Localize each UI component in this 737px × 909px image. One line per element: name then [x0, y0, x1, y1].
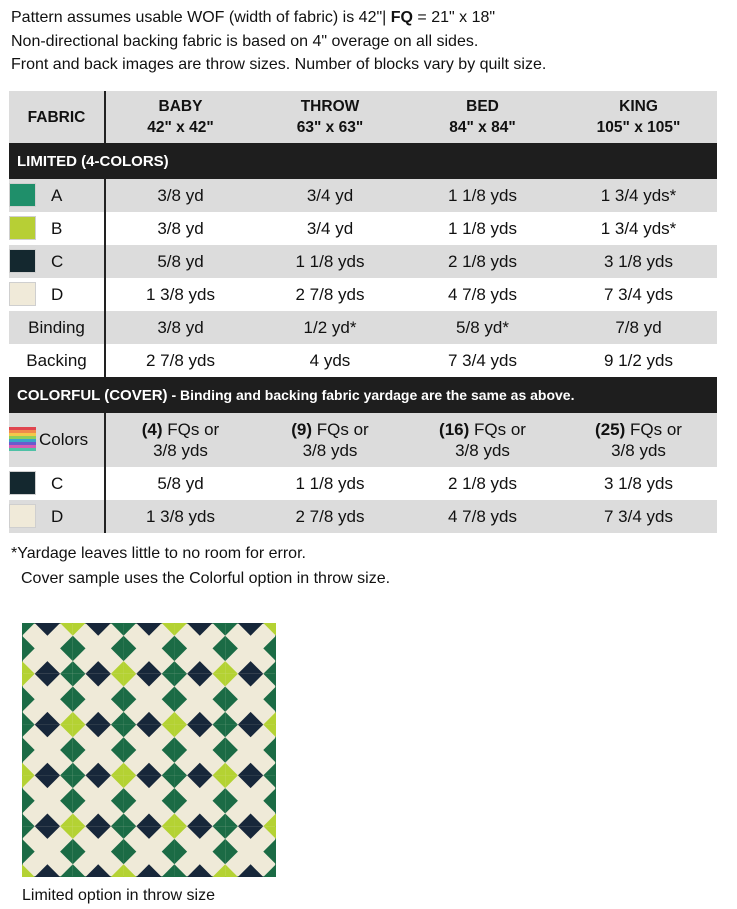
yardage-cell: 3 1/8 yds — [604, 473, 673, 493]
footnote-line-2: Cover sample uses the Colorful option in throw size. — [21, 570, 391, 587]
table-row — [9, 467, 717, 500]
quilt-image — [22, 623, 276, 877]
yardage-cell: 4 7/8 yds — [405, 500, 560, 533]
yardage-cell: 1 3/4 yds* — [600, 218, 677, 238]
fabric-cell — [9, 212, 105, 245]
fabric-swatch — [9, 504, 36, 528]
yardage-cell: 3/8 yd — [105, 179, 255, 212]
yardage-cell: 2 7/8 yds — [255, 500, 405, 533]
intro-line-3: Front and back images are throw sizes. Number of blocks vary by quilt size. — [11, 56, 547, 73]
yardage-cell: 3/8 yd — [157, 218, 204, 238]
fabric-label: B — [51, 219, 63, 238]
size-header-bed: BED 84" x 84" — [405, 91, 560, 143]
yardage-cell: 1 3/8 yds — [146, 284, 215, 304]
fabric-label: D — [51, 285, 64, 304]
yardage-cell: 9 1/2 yds — [604, 350, 673, 370]
table-row — [9, 278, 717, 311]
yardage-cell: 1 1/8 yds — [255, 245, 405, 278]
table-row — [9, 344, 717, 377]
yardage-cell: 2 1/8 yds — [405, 245, 560, 278]
section-limited: LIMITED (4-COLORS) — [9, 143, 717, 179]
yardage-cell: 3/4 yd — [306, 218, 354, 238]
colorful-note: - Binding and backing fabric yardage are the same as above. — [167, 386, 575, 403]
colors-bed: (16) FQs or 3/8 yds — [405, 413, 560, 467]
yardage-cell: 1 3/8 yds — [105, 500, 255, 533]
footnote-line-1: *Yardage leaves little to no room for error. — [11, 545, 306, 562]
colors-row — [9, 413, 717, 467]
yardage-table — [9, 91, 717, 533]
fabric-cell — [9, 467, 105, 500]
yardage-cell: 1 1/8 yds — [295, 473, 365, 493]
fabric-swatch — [9, 183, 36, 207]
color-stripe — [9, 448, 36, 451]
yardage-cell: 2 7/8 yds — [295, 284, 365, 304]
intro-line-2: Non-directional backing fabric is based on 4" overage on all sides. — [11, 32, 479, 50]
fabric-label: D — [51, 507, 64, 526]
table-row — [9, 311, 717, 344]
colors-baby: (4) FQs or 3/8 yds — [105, 413, 255, 467]
fabric-cell — [9, 179, 105, 212]
size-header-baby: BABY 42" x 42" — [105, 91, 255, 143]
colors-king: (25) FQs or 3/8 yds — [560, 413, 717, 467]
fabric-cell — [9, 500, 105, 533]
fabric-cell — [9, 245, 105, 278]
fabric-colors: Colors — [9, 413, 105, 467]
yardage-cell: 7 3/4 yds — [604, 284, 673, 304]
fabric-cell — [9, 344, 105, 377]
yardage-cell: 5/8 yd — [157, 473, 204, 493]
fabric-swatch — [9, 471, 36, 495]
colorful-title: COLORFUL (COVER) — [17, 386, 168, 404]
yardage-cell: 5/8 yd* — [405, 311, 560, 344]
fq-label: FQ — [390, 9, 413, 26]
yardage-cell: 3/8 yd — [105, 311, 255, 344]
footnote — [11, 541, 390, 591]
fabric-label: Backing — [26, 350, 87, 370]
quilt-caption: Limited option in throw size — [22, 887, 215, 904]
multicolor-swatch — [9, 427, 36, 451]
yardage-cell: 1 1/8 yds — [405, 179, 560, 212]
table-row — [9, 179, 717, 212]
yardage-cell: 7 3/4 yds — [448, 350, 517, 370]
colorful-rows — [9, 467, 717, 533]
size-header-king: KING 105" x 105" — [560, 91, 717, 143]
fabric-label: A — [51, 186, 63, 205]
fabric-swatch — [9, 216, 36, 240]
intro-line-1: Pattern assumes usable WOF (width of fabric) is 42"| FQ = 21" x 18" — [11, 9, 496, 26]
fabric-swatch — [9, 249, 36, 273]
fabric-swatch — [9, 282, 36, 306]
yardage-cell: 1 1/8 yds — [448, 218, 517, 238]
yardage-cell: 4 yds — [309, 350, 351, 370]
yardage-cell: 2 7/8 yds — [146, 350, 215, 370]
fabric-header: FABRIC — [9, 91, 105, 143]
fabric-label: Binding — [28, 317, 85, 337]
table-row — [9, 500, 717, 533]
yardage-cell: 3 1/8 yds — [560, 245, 717, 278]
table-header-row — [9, 91, 717, 143]
yardage-cell: 2 1/8 yds — [448, 473, 517, 493]
intro-text — [11, 6, 731, 77]
yardage-cell: 7/8 yd — [560, 311, 717, 344]
yardage-cell: 5/8 yd — [105, 245, 255, 278]
yardage-cell: 3/4 yd — [255, 179, 405, 212]
fabric-cell — [9, 311, 105, 344]
fabric-label: C — [51, 252, 64, 271]
colors-throw: (9) FQs or 3/8 yds — [255, 413, 405, 467]
yardage-cell: 7 3/4 yds — [560, 500, 717, 533]
table-row — [9, 212, 717, 245]
limited-rows — [9, 179, 717, 377]
yardage-cell: 1/2 yd* — [255, 311, 405, 344]
section-colorful — [9, 377, 717, 413]
size-header-throw: THROW 63" x 63" — [255, 91, 405, 143]
table-row — [9, 245, 717, 278]
fabric-label: C — [51, 474, 64, 493]
yardage-cell: 4 7/8 yds — [448, 284, 517, 304]
fabric-cell — [9, 278, 105, 311]
yardage-cell: 1 3/4 yds* — [560, 179, 717, 212]
